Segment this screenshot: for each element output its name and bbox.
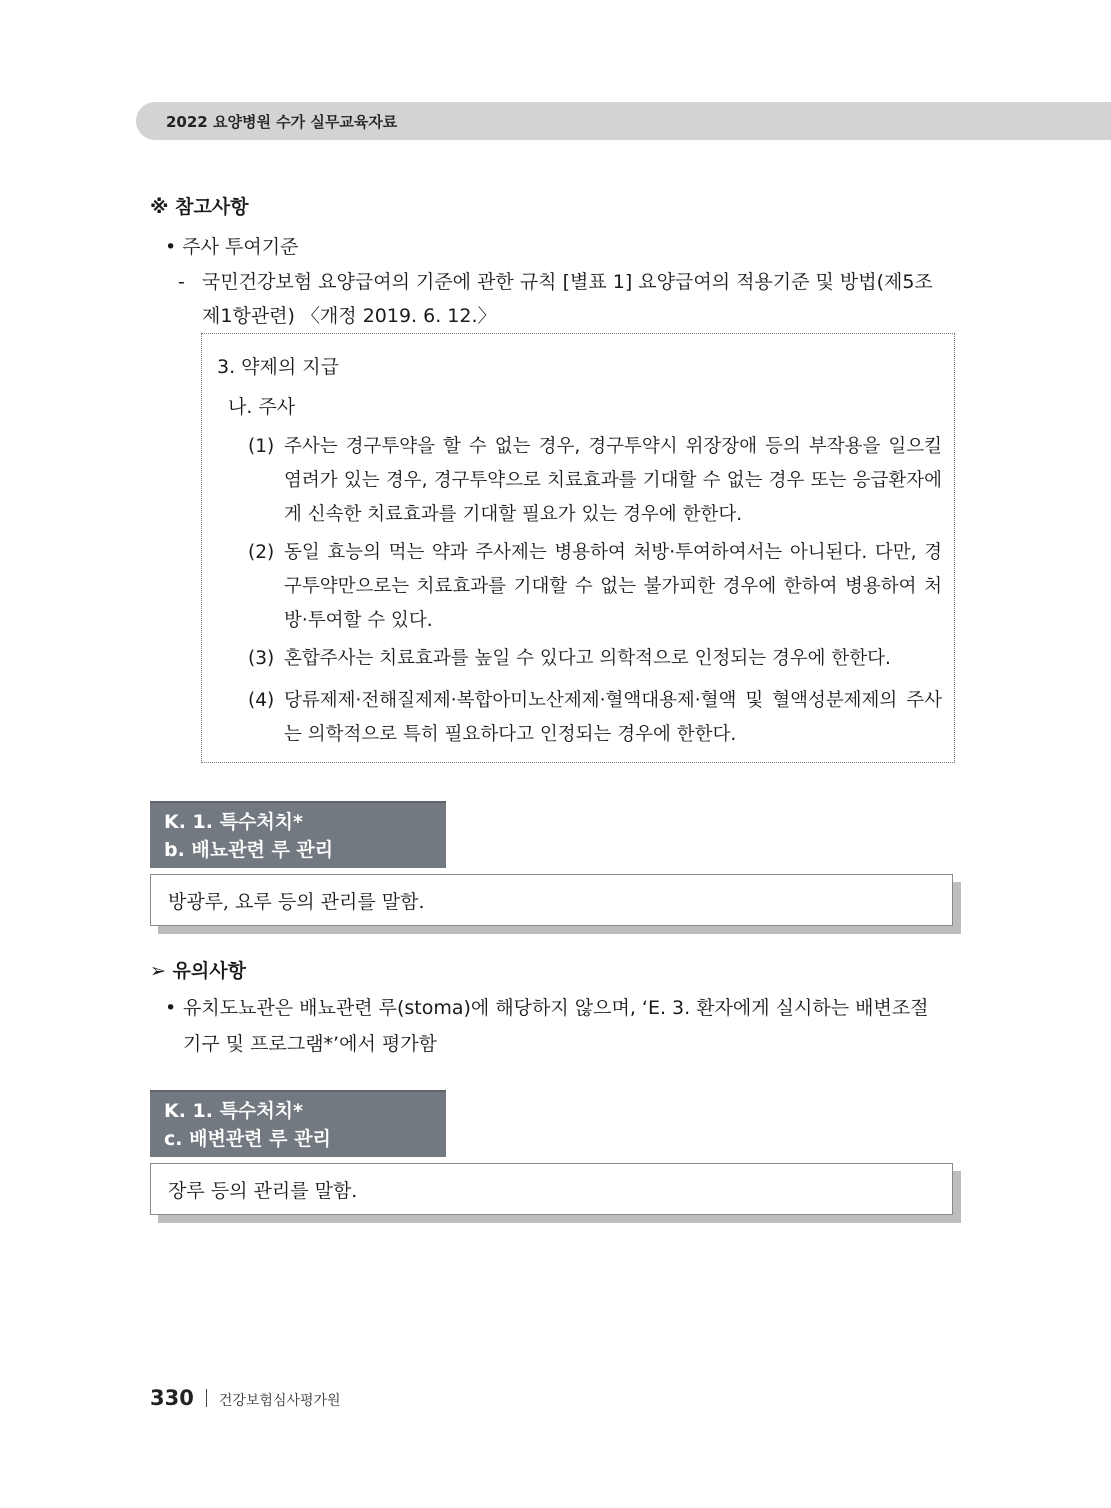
reference-heading: ※ 참고사항: [150, 196, 249, 218]
regulation-item-text: 혼합주사는 치료효과를 높일 수 있다고 의학적으로 인정되는 경우에 한한다.: [284, 648, 891, 669]
running-header-bar: [136, 102, 1111, 140]
regulation-item: [248, 430, 942, 532]
section-b-definition: 방광루, 요루 등의 관리를 말함.: [150, 874, 953, 926]
reference-bullet: • 주사 투여기준: [165, 236, 299, 258]
section-b-title: b. 배뇨관련 루 관리: [164, 839, 334, 861]
regulation-item: [248, 536, 942, 638]
regulation-title: 3. 약제의 지급: [217, 356, 339, 378]
notes-bullet-marker: •: [165, 997, 177, 1019]
reference-dash-item: [178, 265, 962, 333]
dash-line-1: 국민건강보험 요양급여의 기준에 관한 규칙 [별표 1] 요양급여의 적용기준 및 방법(제5조: [202, 271, 933, 293]
regulation-item-number: (3): [248, 648, 275, 669]
regulation-item: [248, 684, 942, 752]
regulation-subtitle: 나. 주사: [228, 396, 296, 418]
regulation-item-text: 주사는 경구투약을 할 수 없는 경우, 경구투약시 위장장애 등의 부작용을 일으킬 염려가 있는 경우, 경구투약으로 치료효과를 기대할 수 없는 경우 또는 응급환자에게 신속한 치료효과를 기대할 필요가 있는 경우에 한한다.: [284, 436, 942, 525]
section-b-code: K. 1. 특수처치*: [164, 811, 303, 833]
notes-heading: ➢ 유의사항: [150, 960, 246, 982]
regulation-item-number: (1): [248, 436, 275, 457]
section-c-definition: 장루 등의 관리를 말함.: [150, 1163, 953, 1215]
regulation-item-number: (2): [248, 542, 275, 563]
section-c-code: K. 1. 특수처치*: [164, 1100, 303, 1122]
regulation-item-number: (4): [248, 690, 275, 711]
footer-organization: 건강보험심사평가원: [218, 1393, 341, 1409]
section-c-tab: [150, 1090, 446, 1157]
notes-line-1: 유치도뇨관은 배뇨관련 루(stoma)에 해당하지 않으며, ‘E. 3. 환자에게 실시하는 배변조절: [183, 997, 929, 1019]
regulation-item: [248, 642, 942, 676]
notes-line-2: 기구 및 프로그램*’에서 평가함: [183, 1033, 437, 1055]
running-header-title: 2022 요양병원 수가 실무교육자료: [166, 113, 398, 131]
footer-divider: [206, 1389, 207, 1407]
notes-bullet: [165, 990, 962, 1062]
page-footer: [150, 1386, 341, 1410]
page-number: 330: [150, 1386, 194, 1410]
section-b-tab: [150, 801, 446, 868]
dash-line-2: 제1항관련) 〈개정 2019. 6. 12.〉: [202, 305, 497, 327]
dash-marker: -: [178, 271, 185, 293]
section-c-title: c. 배변관련 루 관리: [164, 1128, 331, 1150]
regulation-item-text: 동일 효능의 먹는 약과 주사제는 병용하여 처방·투여하여서는 아니된다. 다만, 경구투약만으로는 치료효과를 기대할 수 없는 불가피한 경우에 한하여 병용하여 처방·투여할 수 있다.: [284, 542, 942, 631]
regulation-box: [201, 333, 955, 763]
regulation-item-text: 당류제제·전해질제제·복합아미노산제제·혈액대용제·혈액 및 혈액성분제제의 주사는 의학적으로 특히 필요하다고 인정되는 경우에 한한다.: [284, 690, 942, 745]
